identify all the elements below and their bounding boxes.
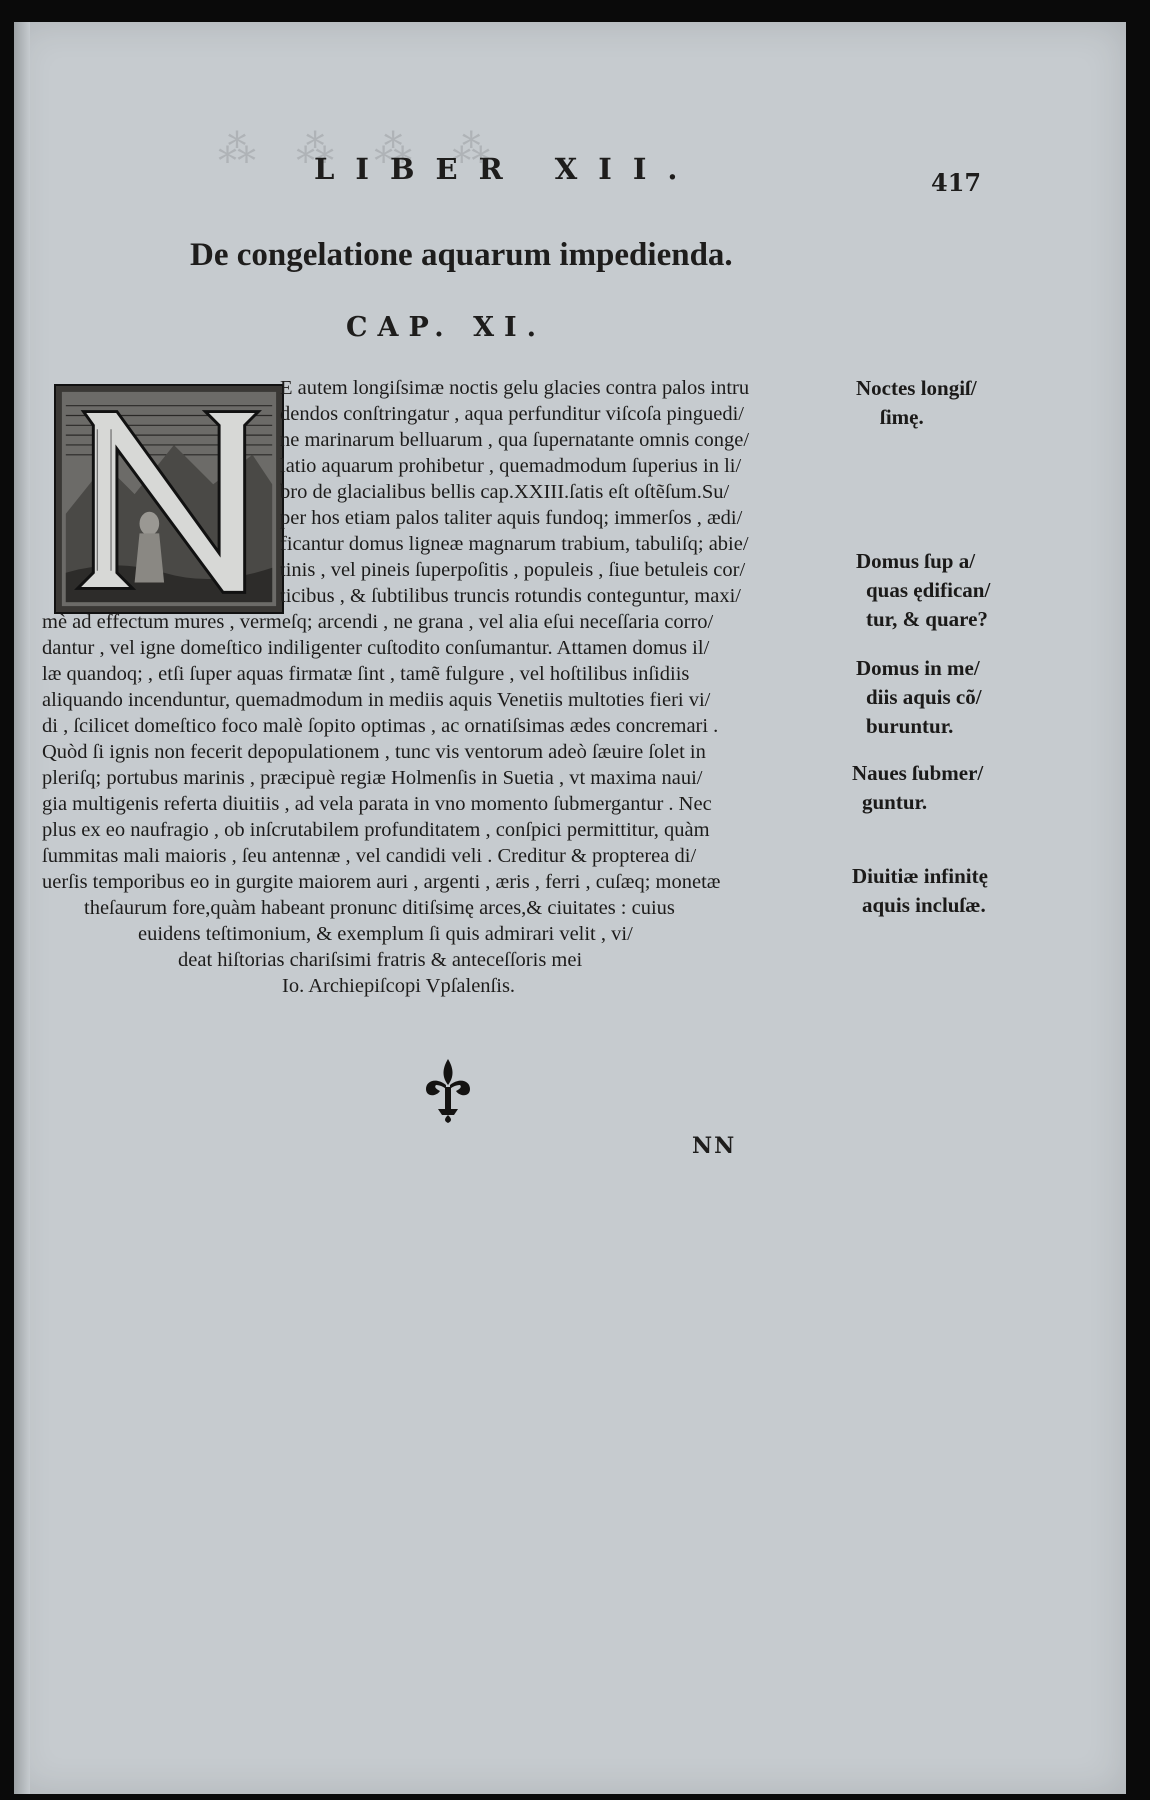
chapter-number: CAP. XI. — [346, 312, 547, 343]
body-line: theſaurum fore,quàm habeant pronunc ditiſsimę arces,& ciuitates : cuius — [84, 897, 675, 919]
body-line: deat hiſtorias chariſsimi fratris & anteceſſoris mei — [178, 949, 583, 971]
body-line: læ quandoq; , etſi ſuper aquas firmatæ ſint , tamẽ fulgure , vel hoſtilibus inſidiis — [42, 663, 690, 685]
body-line: ficantur domus ligneæ magnarum trabium, tabuliſq; abie/ — [280, 533, 749, 555]
body-line: aliquando incenduntur, quemadmodum in mediis aquis Venetiis multoties fieri vi/ — [42, 689, 711, 711]
body-line: euidens teſtimonium, & exemplum ſi quis admirari velit , vi/ — [138, 923, 633, 945]
margin-note: Naues ſubmer/ guntur. — [852, 761, 984, 814]
body-line: per hos etiam palos taliter aquis fundoq; immerſos , ædi/ — [280, 507, 743, 529]
body-line: bro de glacialibus bellis cap.XXIII.ſatis eſt oſtẽſum.Su/ — [280, 481, 730, 503]
body-line: pleriſq; portubus marinis , præcipuè regiæ Holmenſis in Suetia , vt maxima naui/ — [42, 767, 703, 789]
margin-note: Diuitiæ infinitę aquis incluſæ. — [852, 864, 988, 917]
body-line: Io. Archiepiſcopi Vpſalenſis. — [282, 975, 516, 997]
page-gutter — [14, 22, 30, 1794]
body-line: di , ſcilicet domeſtico foco malè ſopito optimas , ac ornatiſsimas ædes concremari . — [42, 715, 719, 737]
body-line: mè ad effectum mures , vermeſq; arcendi , ne grana , vel alia eſui neceſſaria corro/ — [42, 611, 714, 633]
page-number: 417 — [931, 168, 982, 197]
body-line: uerſis temporibus eo in gurgite maiorem auri , argenti , æris , ferri , cuſæq; monetæ — [42, 871, 721, 893]
woodcut-initial — [54, 384, 284, 614]
body-line: Quòd ſi ignis non fecerit depopulationem , tunc vis ventorum adeò ſæuire ſolet in — [42, 741, 706, 763]
body-line: ſummitas mali maioris , ſeu antennæ , vel candidi veli . Creditur & propterea di/ — [42, 845, 697, 867]
body-line: ticibus , & ſubtilibus truncis rotundis conteguntur, maxi/ — [280, 585, 741, 607]
body-line: plus ex eo naufragio , ob inſcrutabilem profunditatem , conſpici permittitur, quàm — [42, 819, 710, 841]
fleuron-ornament-icon — [422, 1057, 474, 1123]
body-line: gia multigenis referta diuitiis , ad vela parata in vno momento ſubmergantur . Nec — [42, 793, 712, 815]
body-line: E autem longiſsimæ noctis gelu glacies contra palos intru — [280, 377, 750, 399]
running-header: LIBER XII. — [314, 152, 699, 186]
book-page — [14, 22, 1126, 1794]
body-line: dendos conſtringatur , aqua perfunditur viſcoſa pinguedi/ — [280, 403, 744, 425]
body-line: dantur , vel igne domeſtico indiligenter cuſtodito conſumantur. Attamen domus il/ — [42, 637, 710, 659]
woodcut-illustration-icon — [56, 386, 282, 612]
body-line: tinis , vel pineis ſuperpoſitis , populeis , ſiue betuleis cor/ — [280, 559, 746, 581]
margin-note: Noctes longiſ/ ſimę. — [856, 376, 977, 429]
margin-note: Domus ſup a/ quas ędifican/ tur, & quare? — [856, 549, 991, 631]
bleed-through: ⁂ ⁂ ⁂ ⁂ — [204, 127, 491, 171]
signature-mark: NN — [692, 1133, 737, 1159]
body-line: latio aquarum prohibetur , quemadmodum ſuperius in li/ — [280, 455, 742, 477]
margin-note: Domus in me/ diis aquis cõ/ buruntur. — [856, 656, 982, 738]
chapter-title: De congelatione aquarum impedienda. — [190, 237, 733, 273]
body-line: ne marinarum belluarum , qua ſupernatante omnis conge/ — [280, 429, 750, 451]
